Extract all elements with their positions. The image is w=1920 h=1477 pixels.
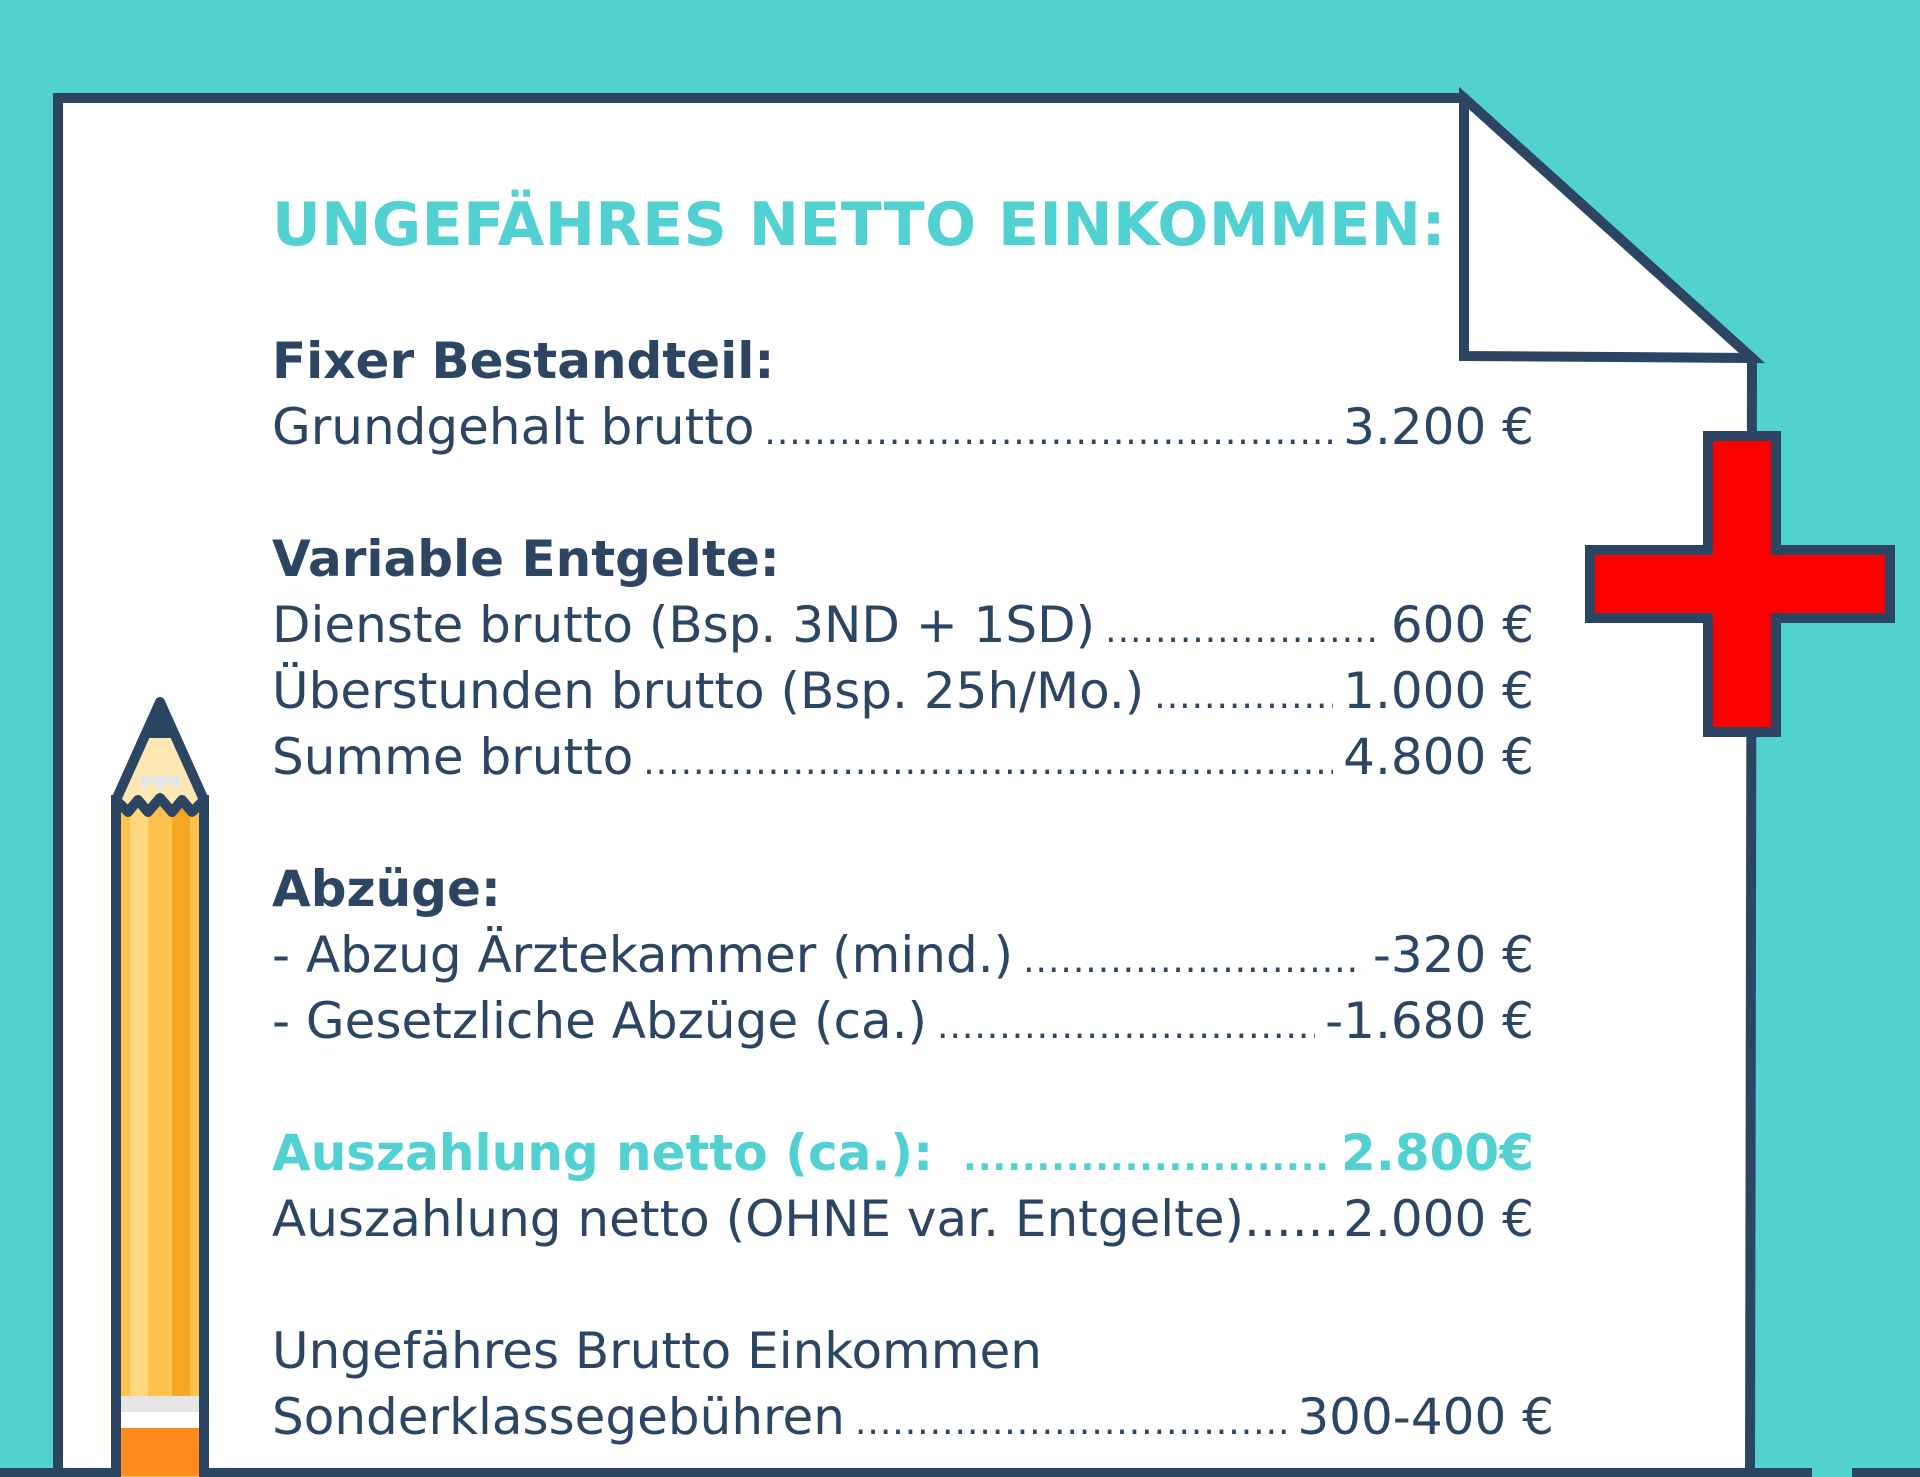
- dot-leader: [764, 412, 1333, 453]
- row-gesetzliche-abzuege: [272, 992, 1534, 1050]
- dot-leader: [855, 1402, 1287, 1443]
- row-grundgehalt: [272, 398, 1534, 456]
- row-label: Auszahlung netto (OHNE var. Entgelte)......: [272, 1190, 1340, 1248]
- row-amount: -320 €: [1372, 926, 1534, 984]
- dot-leader: [937, 1006, 1315, 1047]
- row-ueberstunden: [272, 662, 1534, 720]
- row-sonderklasse: [272, 1388, 1554, 1446]
- row-label: - Gesetzliche Abzüge (ca.): [272, 992, 928, 1050]
- page-title: UNGEFÄHRES NETTO EINKOMMEN:: [272, 190, 1446, 260]
- row-amount: 2.800€: [1341, 1124, 1534, 1182]
- row-auszahlung-netto: [272, 1124, 1534, 1182]
- row-amount: 1.000 €: [1343, 662, 1534, 720]
- dot-leader: [963, 1138, 1331, 1179]
- row-aerztekammer: [272, 926, 1534, 984]
- row-label: Sonderklassegebühren: [272, 1388, 845, 1446]
- row-summe-brutto: [272, 728, 1534, 786]
- row-amount: 4.800 €: [1343, 728, 1534, 786]
- row-amount: -1.680 €: [1325, 992, 1534, 1050]
- row-auszahlung-ohne-var: [272, 1190, 1534, 1248]
- row-label: Summe brutto: [272, 728, 634, 786]
- row-label: Überstunden brutto (Bsp. 25h/Mo.): [272, 662, 1145, 720]
- row-amount: 2.000 €: [1343, 1190, 1534, 1248]
- brutto-heading: Ungefähres Brutto Einkommen: [272, 1322, 1042, 1380]
- dot-leader: [1105, 610, 1381, 651]
- row-label: - Abzug Ärztekammer (mind.): [272, 926, 1014, 984]
- row-label: Dienste brutto (Bsp. 3ND + 1SD): [272, 596, 1096, 654]
- dot-leader: [1154, 676, 1333, 717]
- section-title-fixed: Fixer Bestandteil:: [272, 332, 775, 390]
- row-dienste: [272, 596, 1534, 654]
- row-label: Auszahlung netto (ca.):: [272, 1124, 934, 1182]
- row-amount: 300-400 €: [1297, 1388, 1554, 1446]
- row-label: Grundgehalt brutto: [272, 398, 755, 456]
- section-title-variable: Variable Entgelte:: [272, 530, 780, 588]
- section-title-deductions: Abzüge:: [272, 860, 501, 918]
- row-amount: 3.200 €: [1343, 398, 1534, 456]
- dot-leader: [1023, 940, 1363, 981]
- dot-leader: [643, 742, 1333, 783]
- row-amount: 600 €: [1390, 596, 1534, 654]
